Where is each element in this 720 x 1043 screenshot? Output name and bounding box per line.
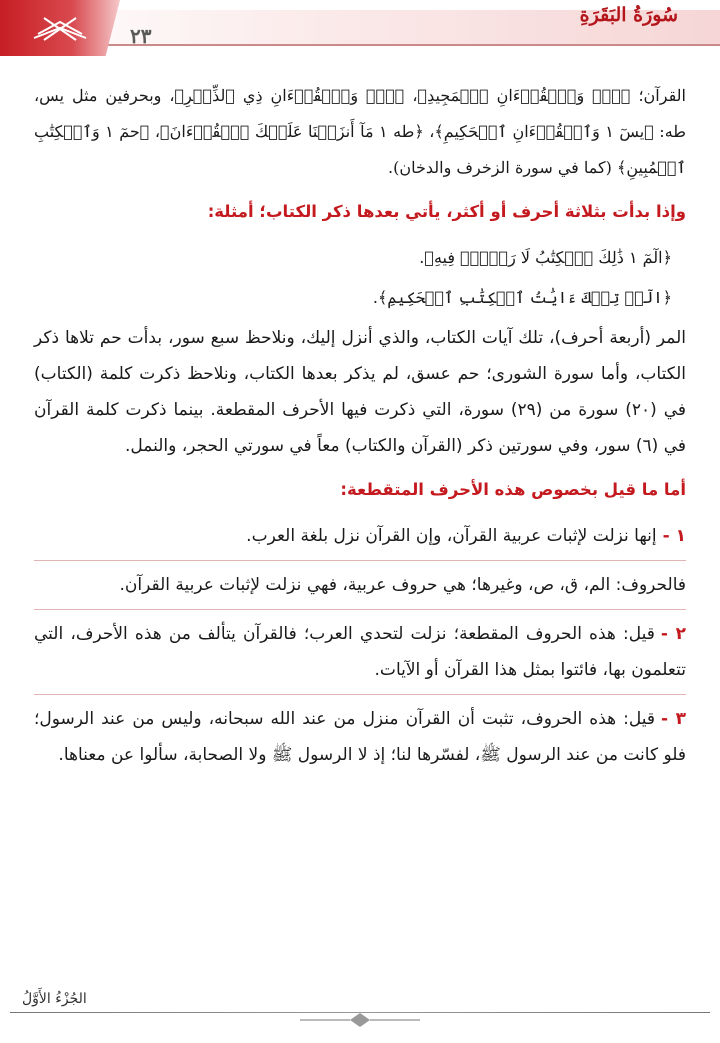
part-label: الجُزْءُ الأَوَّلُ: [22, 991, 87, 1007]
page-footer: [0, 993, 720, 1043]
item-text: قيل: هذه الحروف المقطعة؛ نزلت لتحدي العرب؛ فالقرآن يتألف من هذه الأحرف، التي تتعلمون بها، فائتوا بمثل هذا القرآن أو الآيات.: [34, 624, 686, 680]
item-number: ٢ -: [660, 624, 686, 644]
quran-quote-2: ﴿الٓرۚ تِلۡكَ ءَايَٰتُ ٱلۡكِتَٰبِ ٱلۡحَكِيمِ﴾.: [372, 288, 672, 307]
paragraph-intro: القرآن؛ ﴿قٓۚ وَٱلۡقُرۡءَانِ ٱلۡمَجِيدِ﴾، ﴿صٓۚ وَٱلۡقُرۡءَانِ ذِي ٱلذِّكۡرِ﴾، وبحرفين مثل يس، طه: ﴿يسٓ ١ وَٱلۡقُرۡءَانِ ٱلۡحَكِيمِ﴾، ﴿طه ١ مَآ أَنزَلۡنَا عَلَيۡكَ ٱلۡقُرۡءَانَ﴾، ﴿حمٓ ١ وَٱلۡكِتَٰبِ ٱلۡمُبِينِ﴾ (كما في سورة الزخرف والدخان).: [34, 86, 687, 177]
item-text: إنها نزلت لإثبات عربية القرآن، وإن القرآن نزل بلغة العرب.: [246, 526, 657, 546]
item-number: ٣ -: [660, 709, 686, 729]
list-item-3: [34, 701, 686, 773]
paragraph-letters: فالحروف: الم، ق، ص، وغيرها؛ هي حروف عربية، فهي نزلت لإثبات عربية القرآن.: [34, 567, 686, 610]
section-heading-opinions: أما ما قيل بخصوص هذه الأحرف المتقطعة:: [340, 480, 686, 499]
list-item-1: [34, 518, 686, 561]
page-header: [0, 0, 720, 56]
section-heading-examples: وإذا بدأت بثلاثة أحرف أو أكثر، يأتي بعدها ذكر الكتاب؛ أمثلة:: [207, 202, 686, 221]
footer-ornament-icon: [300, 1011, 420, 1029]
page-number: ٢٣: [130, 24, 152, 48]
page-content: [34, 78, 686, 779]
surah-title: سُورَةُ البَقَرَةِ: [579, 4, 678, 26]
paragraph-analysis: المر (أربعة أحرف)، تلك آيات الكتاب، والذي أنزل إليك، ونلاحظ سبع سور، بدأت حم تلاها ذكر الكتاب، وأما سورة الشورى؛ حم عسق، لم يذكر بعدها الكتاب، ونلاحظ ذكرت كلمة (الكتاب) في (٢٠) سورة من (٢٩) سورة، التي ذكرت فيها الأحرف المقطعة. بينما ذكرت كلمة القرآن في (٦) سور، وفي سورتين ذكر (القرآن والكتاب) معاً في سورتي الحجر، والنمل.: [34, 328, 686, 456]
quran-quote-1: ﴿الٓمٓ ١ ذَٰلِكَ ٱلۡكِتَٰبُ لَا رَيۡبَۛ فِيهِ﴾.: [419, 248, 672, 267]
list-item-2: [34, 616, 686, 695]
item-number: ١ -: [662, 526, 686, 546]
item-text: قيل: هذه الحروف، تثبت أن القرآن منزل من عند الله سبحانه، وليس من عند الرسول؛ فلو كانت من عند الرسول ﷺ، لفسّرها لنا؛ إذ لا الرسول ﷺ ولا الصحابة، سألوا عن معناها.: [34, 709, 686, 765]
quran-book-icon: [0, 0, 120, 56]
